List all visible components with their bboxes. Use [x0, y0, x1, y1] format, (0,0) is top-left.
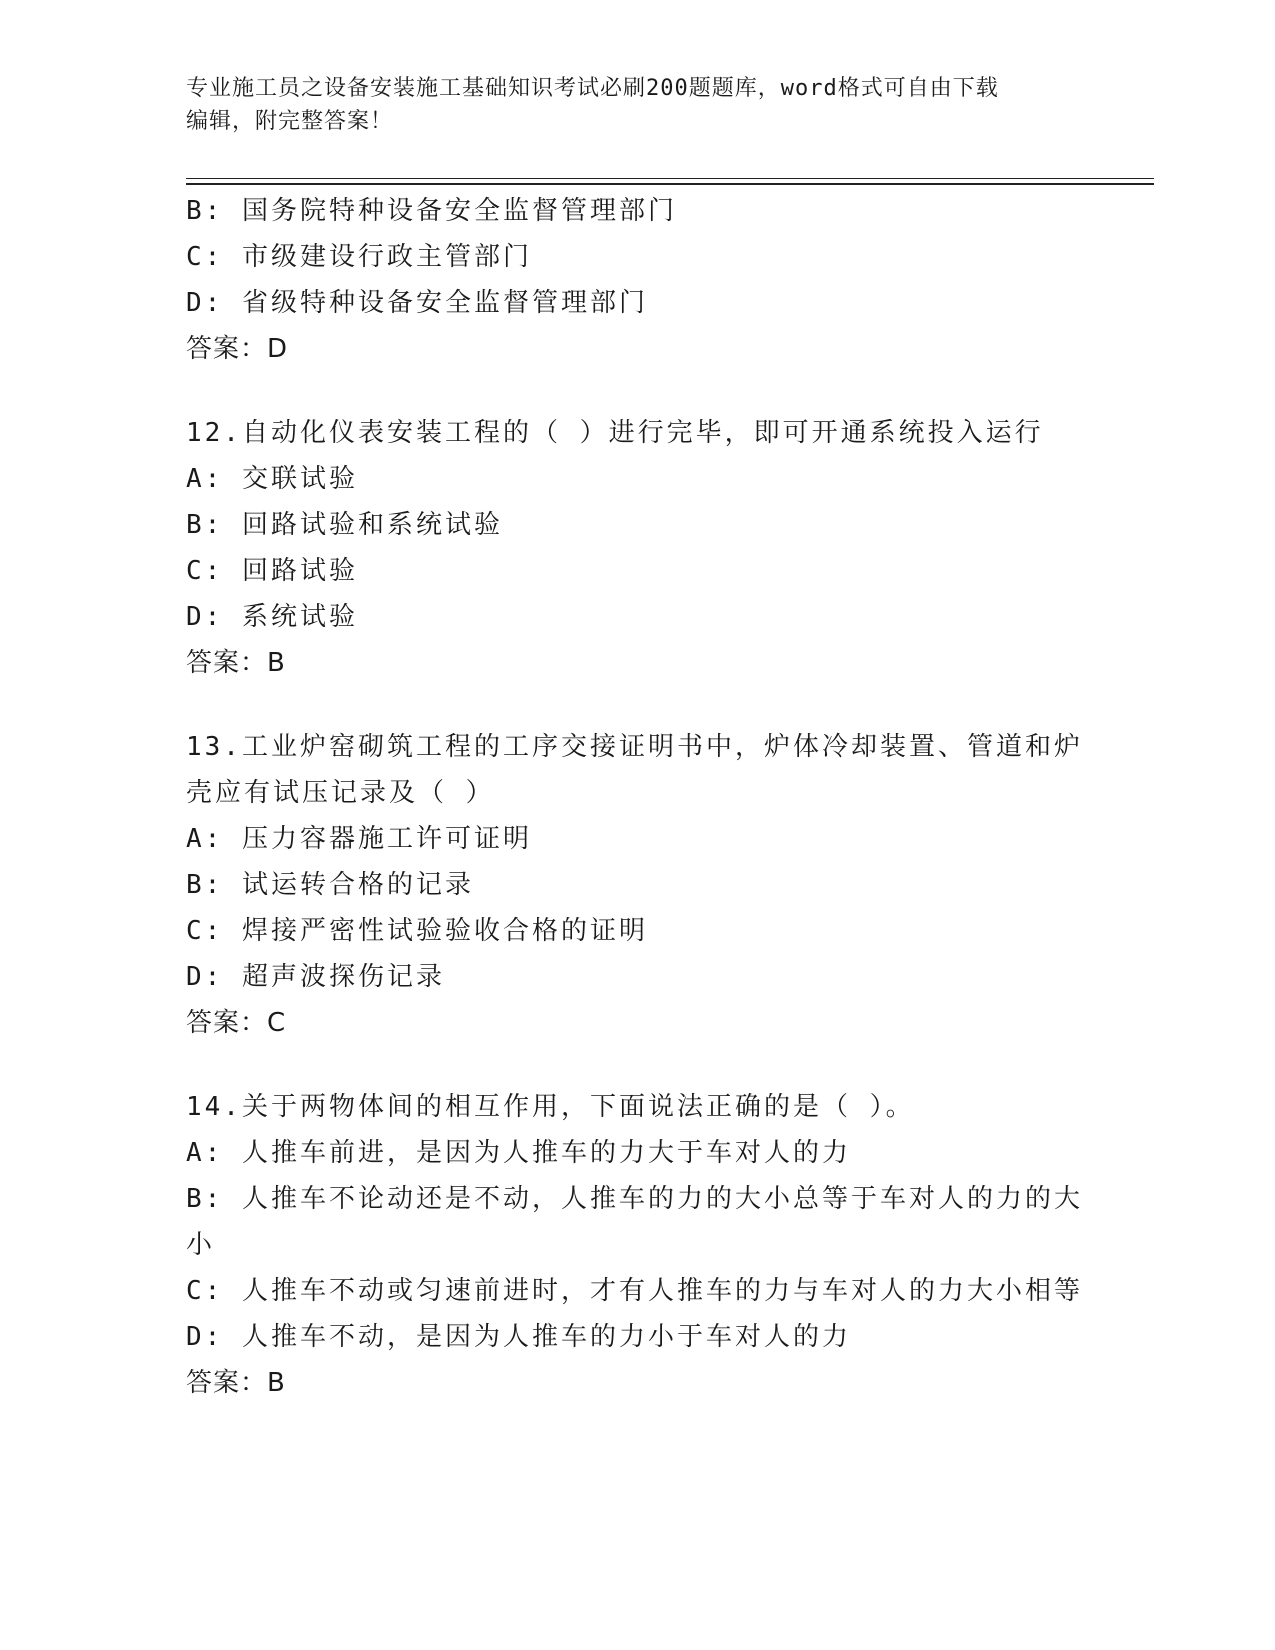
- q12-answer: 答案：B: [186, 648, 286, 678]
- q13-option-b: B: 试运转合格的记录: [186, 870, 474, 900]
- q14-option-b-line-2: 小: [186, 1230, 216, 1260]
- q12-option-d: D: 系统试验: [186, 602, 358, 632]
- question-13: [186, 724, 1086, 1046]
- q12-option-a: A: 交联试验: [186, 464, 358, 494]
- q12-option-b: B: 回路试验和系统试验: [186, 510, 503, 540]
- q14-option-c: C: 人推车不动或匀速前进时，才有人推车的力与车对人的力大小相等: [186, 1276, 1083, 1306]
- q13-option-c: C: 焊接严密性试验验收合格的证明: [186, 916, 648, 946]
- question-11: [186, 188, 1086, 372]
- q12-option-c: C: 回路试验: [186, 556, 358, 586]
- spacer: [186, 372, 1086, 410]
- question-12: [186, 410, 1086, 686]
- q13-question-text-line-1: 13.工业炉窑砌筑工程的工序交接证明书中，炉体冷却装置、管道和炉: [186, 732, 1083, 762]
- q14-option-b-line-1: B: 人推车不论动还是不动，人推车的力的大小总等于车对人的力的大: [186, 1184, 1083, 1214]
- q14-option-a: A: 人推车前进，是因为人推车的力大于车对人的力: [186, 1138, 851, 1168]
- q13-answer: 答案：C: [186, 1008, 287, 1038]
- header-divider-thin: [186, 178, 1154, 179]
- q13-option-d: D: 超声波探伤记录: [186, 962, 445, 992]
- q14-question-text: 14.关于两物体间的相互作用，下面说法正确的是（ ）。: [186, 1092, 915, 1122]
- q11-option-b: B: 国务院特种设备安全监督管理部门: [186, 196, 677, 226]
- q11-option-d: D: 省级特种设备安全监督管理部门: [186, 288, 648, 318]
- header-title-line-1: 专业施工员之设备安装施工基础知识考试必刷200题题库，word格式可自由下载: [186, 76, 999, 101]
- document-header: [186, 72, 1086, 138]
- spacer: [186, 686, 1086, 724]
- q14-answer: 答案：B: [186, 1368, 286, 1398]
- document-body: [186, 188, 1086, 1406]
- q14-option-d: D: 人推车不动，是因为人推车的力小于车对人的力: [186, 1322, 851, 1352]
- q13-option-a: A: 压力容器施工许可证明: [186, 824, 532, 854]
- spacer: [186, 1046, 1086, 1084]
- q13-question-text-line-2: 壳应有试压记录及（ ）: [186, 778, 495, 808]
- header-title-line-2: 编辑，附完整答案！: [186, 109, 394, 134]
- q12-question-text: 12.自动化仪表安装工程的（ ）进行完毕，即可开通系统投入运行: [186, 418, 1044, 448]
- q11-option-c: C: 市级建设行政主管部门: [186, 242, 532, 272]
- q11-answer: 答案：D: [186, 334, 289, 364]
- header-divider-thick: [186, 183, 1154, 185]
- question-14: [186, 1084, 1086, 1406]
